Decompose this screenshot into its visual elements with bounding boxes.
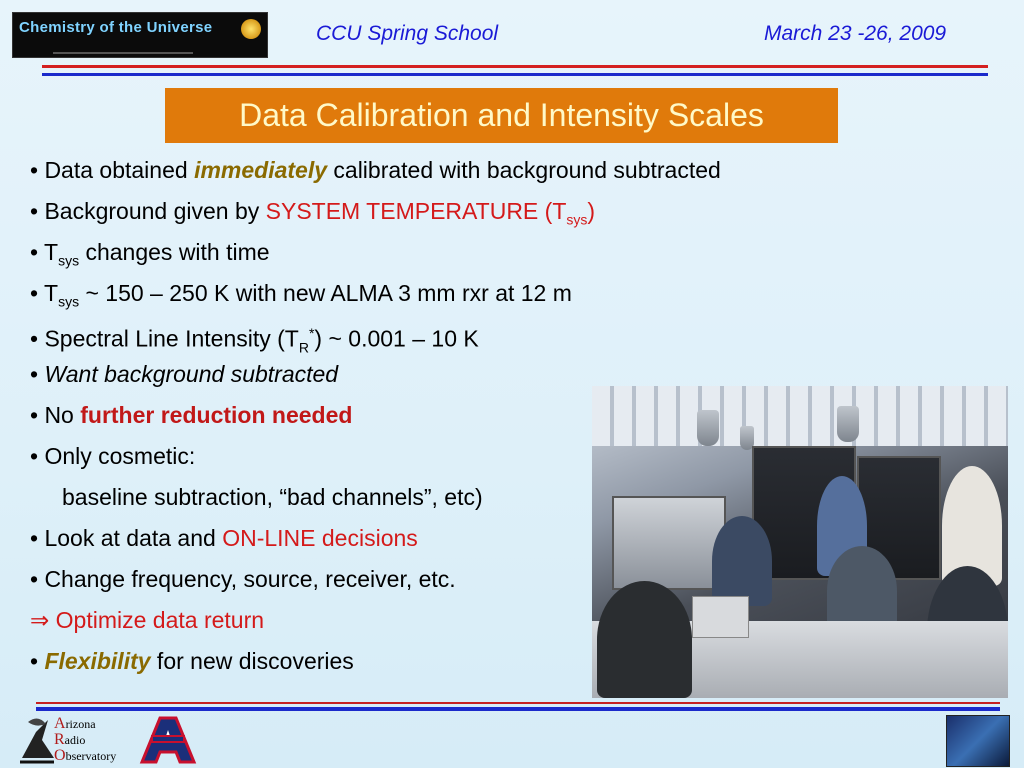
implies-arrow-icon: ⇒	[30, 607, 50, 633]
emphasis-immediately: immediately	[194, 157, 328, 183]
bullet-no-reduction: • No further reduction needed	[30, 402, 353, 428]
footer-rule-blue	[36, 707, 1000, 711]
slide-title: Data Calibration and Intensity Scales	[239, 97, 764, 133]
footer-rule-red	[36, 702, 1000, 704]
bullet-tsys-range: • $T_{sys}$ ~ 150 – 250 K with new ALMA 3 mm rxr at 12 m	[30, 280, 572, 310]
bullet-cosmetic-detail: baseline subtraction, “bad channels”, etc)	[62, 484, 483, 510]
emphasis-flexibility: Flexibility	[44, 648, 151, 674]
telescope-icon	[18, 712, 56, 764]
chemistry-of-universe-logo	[12, 12, 268, 58]
aro-wordmark: Arizona Radio Observatory	[54, 715, 117, 764]
bullet-cosmetic: • Only cosmetic:	[30, 443, 196, 469]
laptop-icon	[692, 596, 749, 638]
logo-text: Chemistry of the Universe	[19, 19, 213, 36]
ceiling	[592, 386, 1008, 446]
console	[612, 496, 726, 590]
sun-icon	[241, 19, 261, 39]
bullet-want-background: • Want background subtracted	[30, 361, 339, 387]
school-name: CCU Spring School	[316, 22, 499, 45]
header-rule-blue	[42, 73, 988, 76]
arizona-radio-observatory-logo	[18, 712, 128, 766]
bullet-optimize: ⇒ Optimize data return	[30, 607, 265, 633]
lamp-icon	[837, 406, 859, 442]
logo-underline	[53, 52, 193, 54]
bullet-line-intensity: • Spectral Line Intensity $(T_R^*)$ ~ 0.001 – 10 K	[30, 325, 479, 356]
slide-title-box	[165, 88, 838, 143]
bullet-online-decisions: • Look at data and ON-LINE decisions	[30, 525, 418, 551]
event-dates: March 23 -26, 2009	[764, 22, 947, 45]
conference-image-icon	[946, 715, 1010, 767]
person	[597, 581, 692, 698]
bullet-tsys-changes: • $T_{sys}$ changes with time	[30, 239, 270, 269]
header-rule-red	[42, 65, 988, 68]
bullet-flexibility: • Flexibility for new discoveries	[30, 648, 354, 674]
university-of-arizona-logo	[138, 714, 198, 766]
person	[712, 516, 772, 606]
lamp-icon	[697, 410, 719, 446]
bullet-calibrated: • Data obtained immediately calibrated with background subtracted	[30, 157, 721, 183]
bullet-system-temperature: • Background given by SYSTEM TEMPERATURE $(T_{sys})$	[30, 198, 596, 228]
bullet-change-frequency: • Change frequency, source, receiver, etc.	[30, 566, 456, 592]
control-room-photo	[592, 386, 1008, 698]
